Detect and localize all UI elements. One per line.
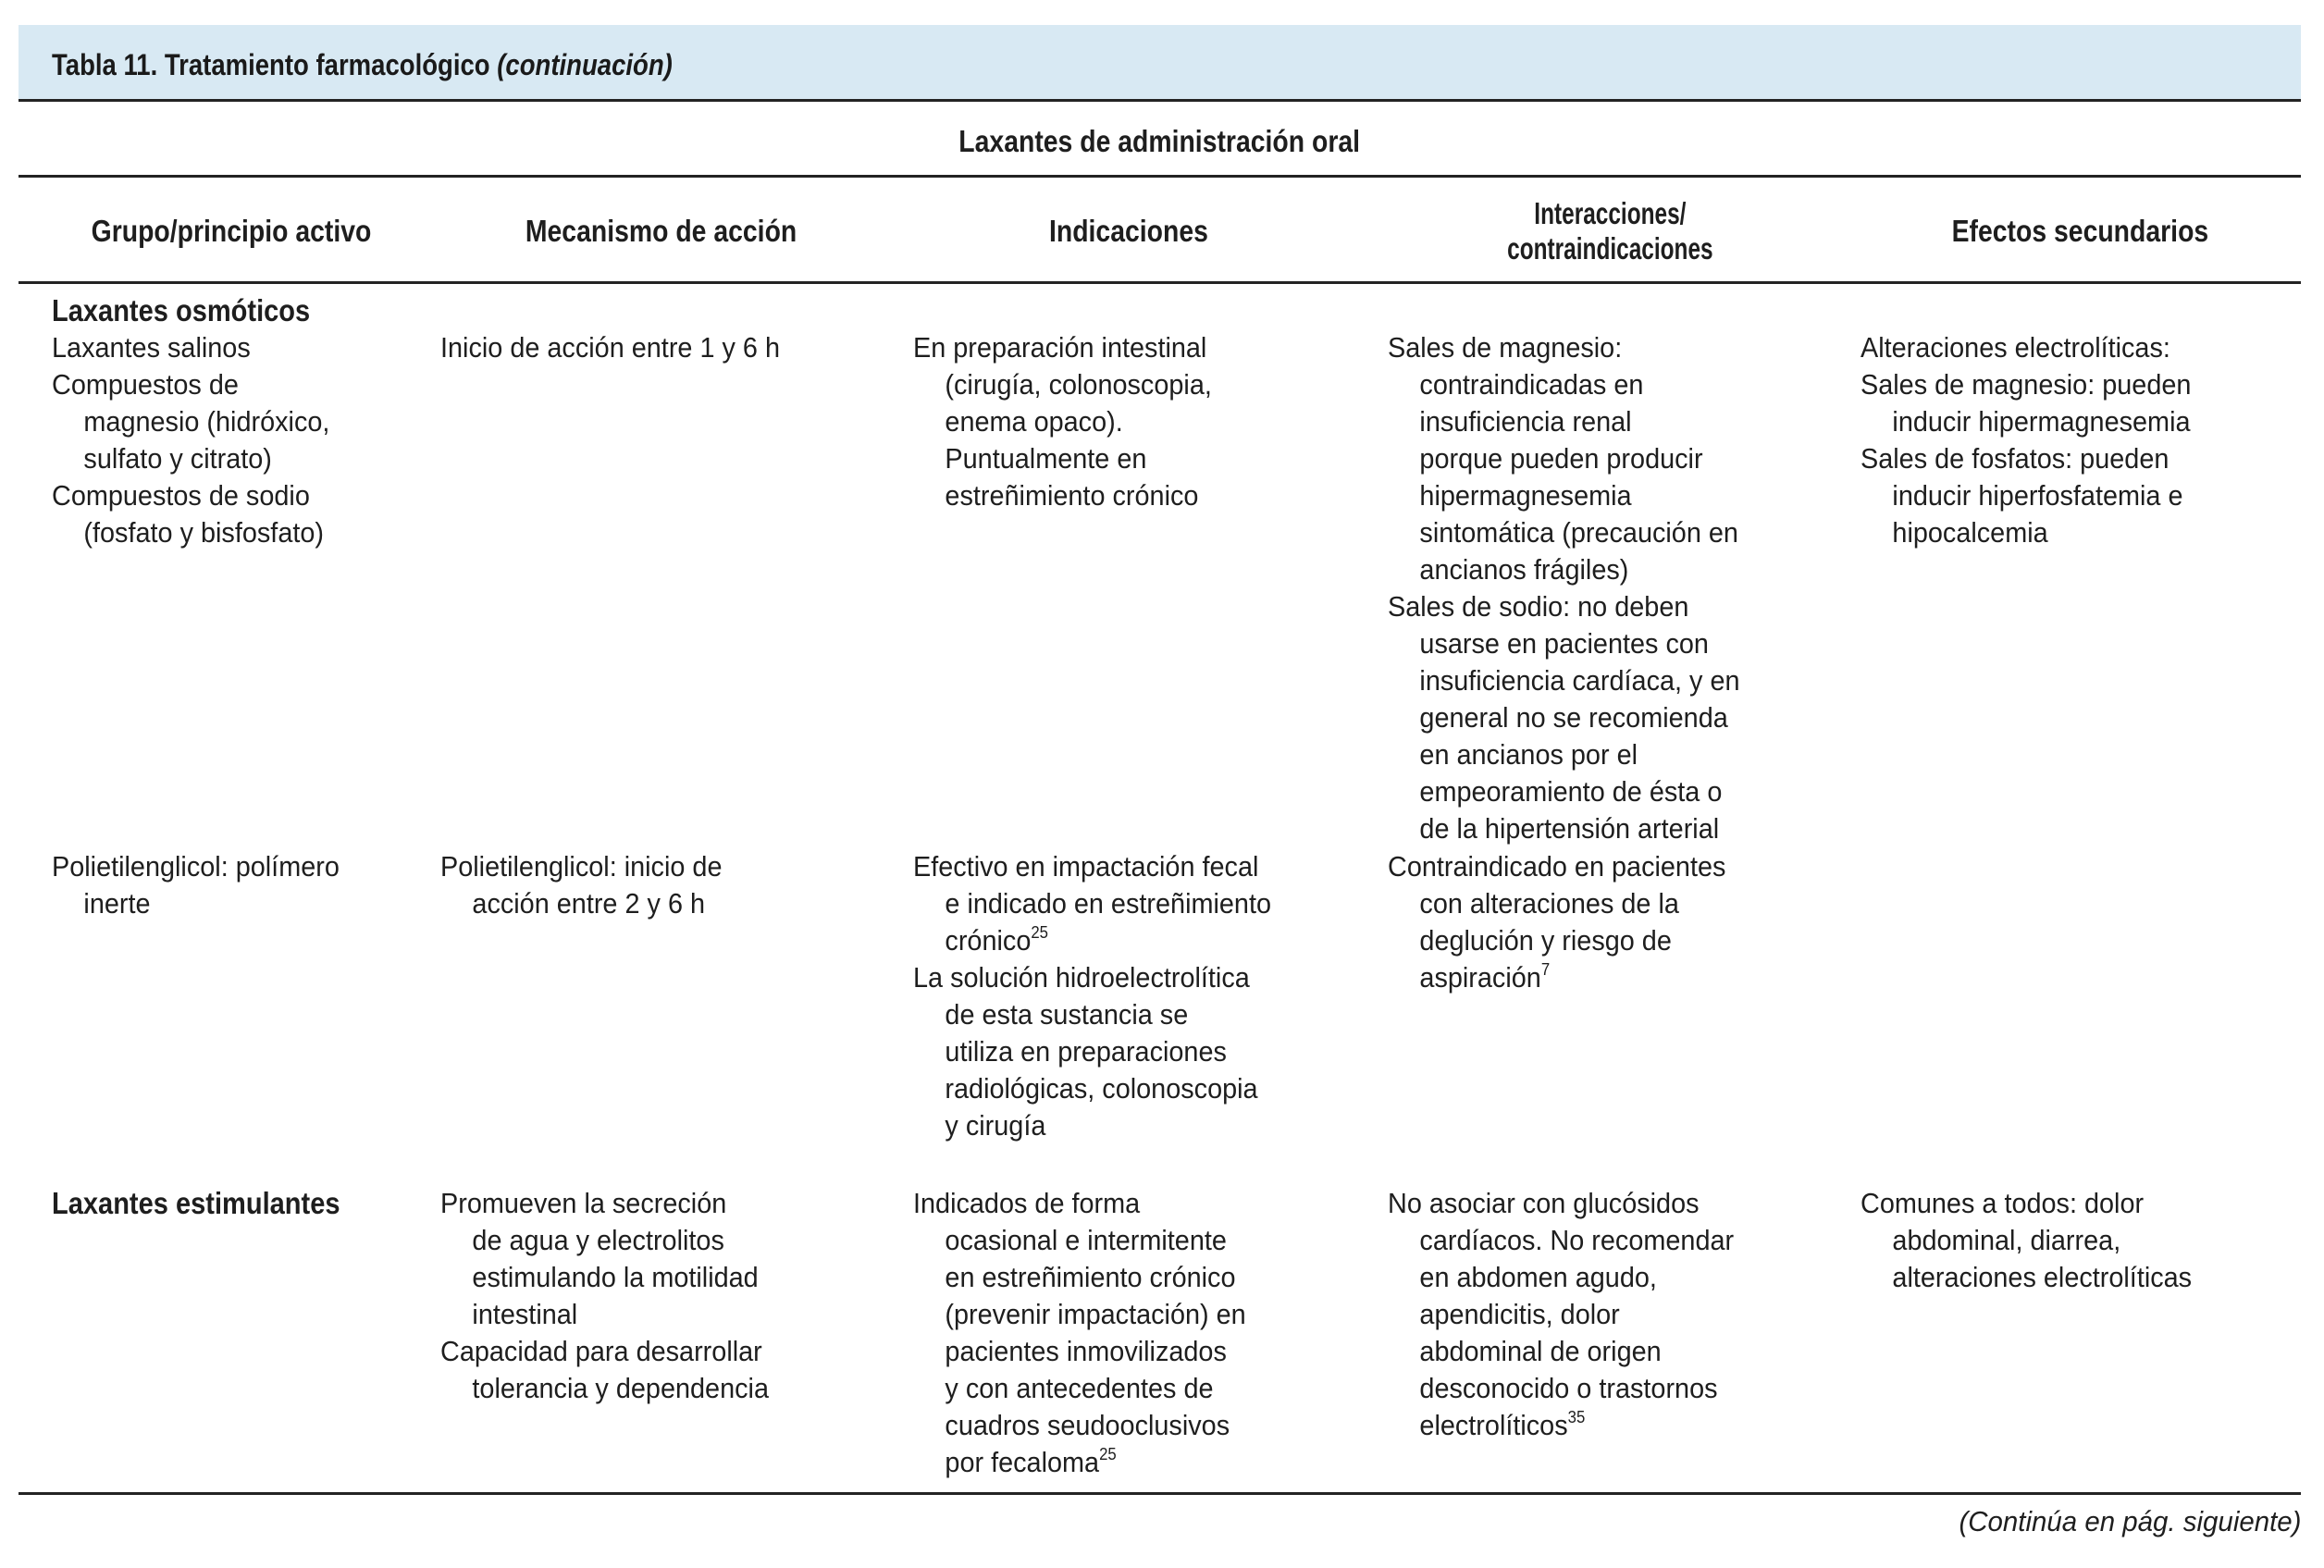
cell-line: Indicados de forma [913, 1187, 1141, 1219]
cell-line: desconocido o trastornos [1419, 1372, 1718, 1404]
cell-line: (prevenir impactación) en [945, 1298, 1246, 1330]
reference-superscript: 25 [1031, 922, 1048, 942]
cell-line: de esta sustancia se [945, 998, 1189, 1031]
cell-line: inducir hiperfosfatemia e [1892, 479, 2183, 512]
cell-line: inerte [83, 887, 151, 920]
cell-osmoticos-salinos-interacciones [1388, 329, 1766, 847]
cell-line: Polietilenglicol: polímero [52, 850, 340, 883]
cell-line: con alteraciones de la [1419, 887, 1679, 920]
cell-peg-mecanismo [440, 848, 743, 922]
cell-estimulantes-efectos [1860, 1185, 2217, 1296]
cell-line: Sales de magnesio: pueden [1860, 368, 2192, 401]
cell-line: contraindicadas en [1419, 368, 1644, 401]
cell-line: sulfato y citrato) [83, 442, 272, 475]
column-header-label: Efectos secundarios [1951, 214, 2209, 248]
cell-line: (cirugía, colonoscopia, [945, 368, 1212, 401]
cell-line: hipocalcemia [1892, 516, 2048, 549]
group-label-osmoticos: Laxantes osmóticos [52, 293, 311, 327]
cell-line: de agua y electrolitos [472, 1224, 724, 1256]
cell-line: intestinal [472, 1298, 578, 1330]
cell-line: pacientes inmovilizados [945, 1335, 1227, 1367]
group-label-estimulantes: Laxantes estimulantes [52, 1186, 340, 1220]
cell-peg-interacciones [1388, 848, 1751, 996]
cell-line: radiológicas, colonoscopia [945, 1072, 1258, 1105]
reference-superscript: 7 [1540, 959, 1551, 979]
column-header-label: Mecanismo de acción [525, 214, 797, 248]
cell-line: Sales de fosfatos: pueden [1860, 442, 2169, 475]
cell-line: insuficiencia cardíaca, y en [1419, 664, 1740, 697]
table-title [52, 48, 673, 82]
cell-line: La solución hidroelectrolítica [913, 961, 1250, 994]
cell-line: Comunes a todos: dolor [1860, 1187, 2145, 1219]
cell-line: sintomática (precaución en [1419, 516, 1738, 549]
rule-under-section [19, 175, 2301, 178]
section-heading-text: Laxantes de administración oral [958, 124, 1361, 158]
column-header-label: Grupo/principio activo [91, 214, 372, 248]
cell-line: Compuestos de [52, 368, 239, 401]
table-title-suffix: (continuación) [497, 48, 673, 81]
cell-line: de la hipertensión arterial [1419, 812, 1720, 845]
cell-line: deglución y riesgo de [1419, 924, 1672, 957]
cell-estimulantes-mecanismo [440, 1185, 794, 1407]
cell-line: en estreñimiento crónico [945, 1261, 1236, 1293]
cell-line: (fosfato y bisfosfato) [83, 516, 324, 549]
cell-osmoticos-salinos-mecanismo [440, 329, 806, 366]
cell-estimulantes-indicaciones [913, 1185, 1271, 1481]
table-title-main: Tabla 11. Tratamiento farmacológico [52, 48, 490, 81]
cell-line: Compuestos de sodio [52, 479, 310, 512]
cell-line: en ancianos por el [1419, 738, 1638, 771]
cell-line: aspiración$^7$ [1419, 959, 1551, 994]
cell-line: insuficiencia renal [1419, 405, 1632, 438]
cell-line: apendicitis, dolor [1419, 1298, 1620, 1330]
column-header-line2: contraindicaciones [1506, 231, 1713, 265]
cell-line: enema opaco). [945, 405, 1123, 438]
cell-line: En preparación intestinal [913, 331, 1207, 364]
continuation-note: (Continúa en pág. siguiente) [1958, 1505, 2301, 1537]
rule-table-bottom [19, 1492, 2301, 1495]
cell-line: Contraindicado en pacientes [1388, 850, 1726, 883]
cell-line: y con antecedentes de [945, 1372, 1214, 1404]
column-header-indicaciones [907, 194, 1351, 268]
cell-line: general no se recomienda [1419, 701, 1728, 734]
column-header-interacciones [1388, 194, 1832, 268]
cell-line: porque pueden producir [1419, 442, 1703, 475]
cell-line: inducir hipermagnesemia [1892, 405, 2191, 438]
cell-line: empeoramiento de ésta o [1419, 775, 1723, 808]
cell-line: abdominal de origen [1419, 1335, 1662, 1367]
cell-line: magnesio (hidróxico, [83, 405, 330, 438]
cell-osmoticos-salinos-indicaciones [913, 329, 1234, 514]
cell-line: y cirugía [945, 1109, 1046, 1142]
reference-superscript: 35 [1567, 1407, 1586, 1426]
reference-superscript: 25 [1099, 1444, 1117, 1463]
cell-line: Polietilenglicol: inicio de [440, 850, 723, 883]
column-header-label: Indicaciones [1049, 214, 1208, 248]
cell-line: e indicado en estreñimiento [945, 887, 1272, 920]
cell-line: Inicio de acción entre 1 y 6 h [440, 331, 781, 364]
rule-under-title [19, 99, 2301, 102]
cell-line: ancianos frágiles) [1419, 553, 1629, 586]
column-header-label [1490, 196, 1730, 266]
cell-osmoticos-salinos-grupo [52, 329, 351, 551]
cell-line: hipermagnesemia [1419, 479, 1632, 512]
cell-line: Laxantes salinos [52, 331, 251, 364]
column-header-mecanismo [444, 194, 879, 268]
rule-under-column-headers [19, 281, 2301, 284]
cell-line: Promueven la secreción [440, 1187, 727, 1219]
column-header-efectos [1860, 194, 2301, 268]
cell-line: Efectivo en impactación fecal [913, 850, 1259, 883]
cell-line: estimulando la motilidad [472, 1261, 759, 1293]
cell-peg-grupo [52, 848, 361, 922]
cell-line: ocasional e intermitente [945, 1224, 1227, 1256]
cell-estimulantes-interacciones [1388, 1185, 1760, 1444]
cell-line: Puntualmente en [945, 442, 1147, 475]
column-header-line1: Interacciones/ [1533, 196, 1687, 230]
cell-line: electrolíticos$^{35}$ [1419, 1407, 1586, 1441]
cell-line: utiliza en preparaciones [945, 1035, 1227, 1068]
cell-line: Sales de magnesio: [1388, 331, 1623, 364]
cell-line: Sales de sodio: no deben [1388, 590, 1689, 623]
section-heading [19, 124, 2301, 159]
cell-osmoticos-salinos-efectos [1860, 329, 2216, 551]
cell-line: No asociar con glucósidos [1388, 1187, 1700, 1219]
cell-line: crónico$^{25}$ [945, 922, 1048, 957]
cell-line: estreñimiento crónico [945, 479, 1199, 512]
cell-line: cardíacos. No recomendar [1419, 1224, 1735, 1256]
cell-line: en abdomen agudo, [1419, 1261, 1657, 1293]
cell-line: usarse en pacientes con [1419, 627, 1709, 660]
cell-line: cuadros seudooclusivos [945, 1409, 1230, 1441]
column-header-grupo [19, 194, 444, 268]
cell-peg-indicaciones [913, 848, 1298, 1144]
cell-line: tolerancia y dependencia [472, 1372, 769, 1404]
cell-line: acción entre 2 y 6 h [472, 887, 706, 920]
cell-line: por fecaloma$^{25}$ [945, 1444, 1117, 1478]
cell-line: Capacidad para desarrollar [440, 1335, 762, 1367]
cell-line: abdominal, diarrea, [1892, 1224, 2121, 1256]
cell-line: alteraciones electrolíticas [1892, 1261, 2193, 1293]
cell-line: Alteraciones electrolíticas: [1860, 331, 2170, 364]
